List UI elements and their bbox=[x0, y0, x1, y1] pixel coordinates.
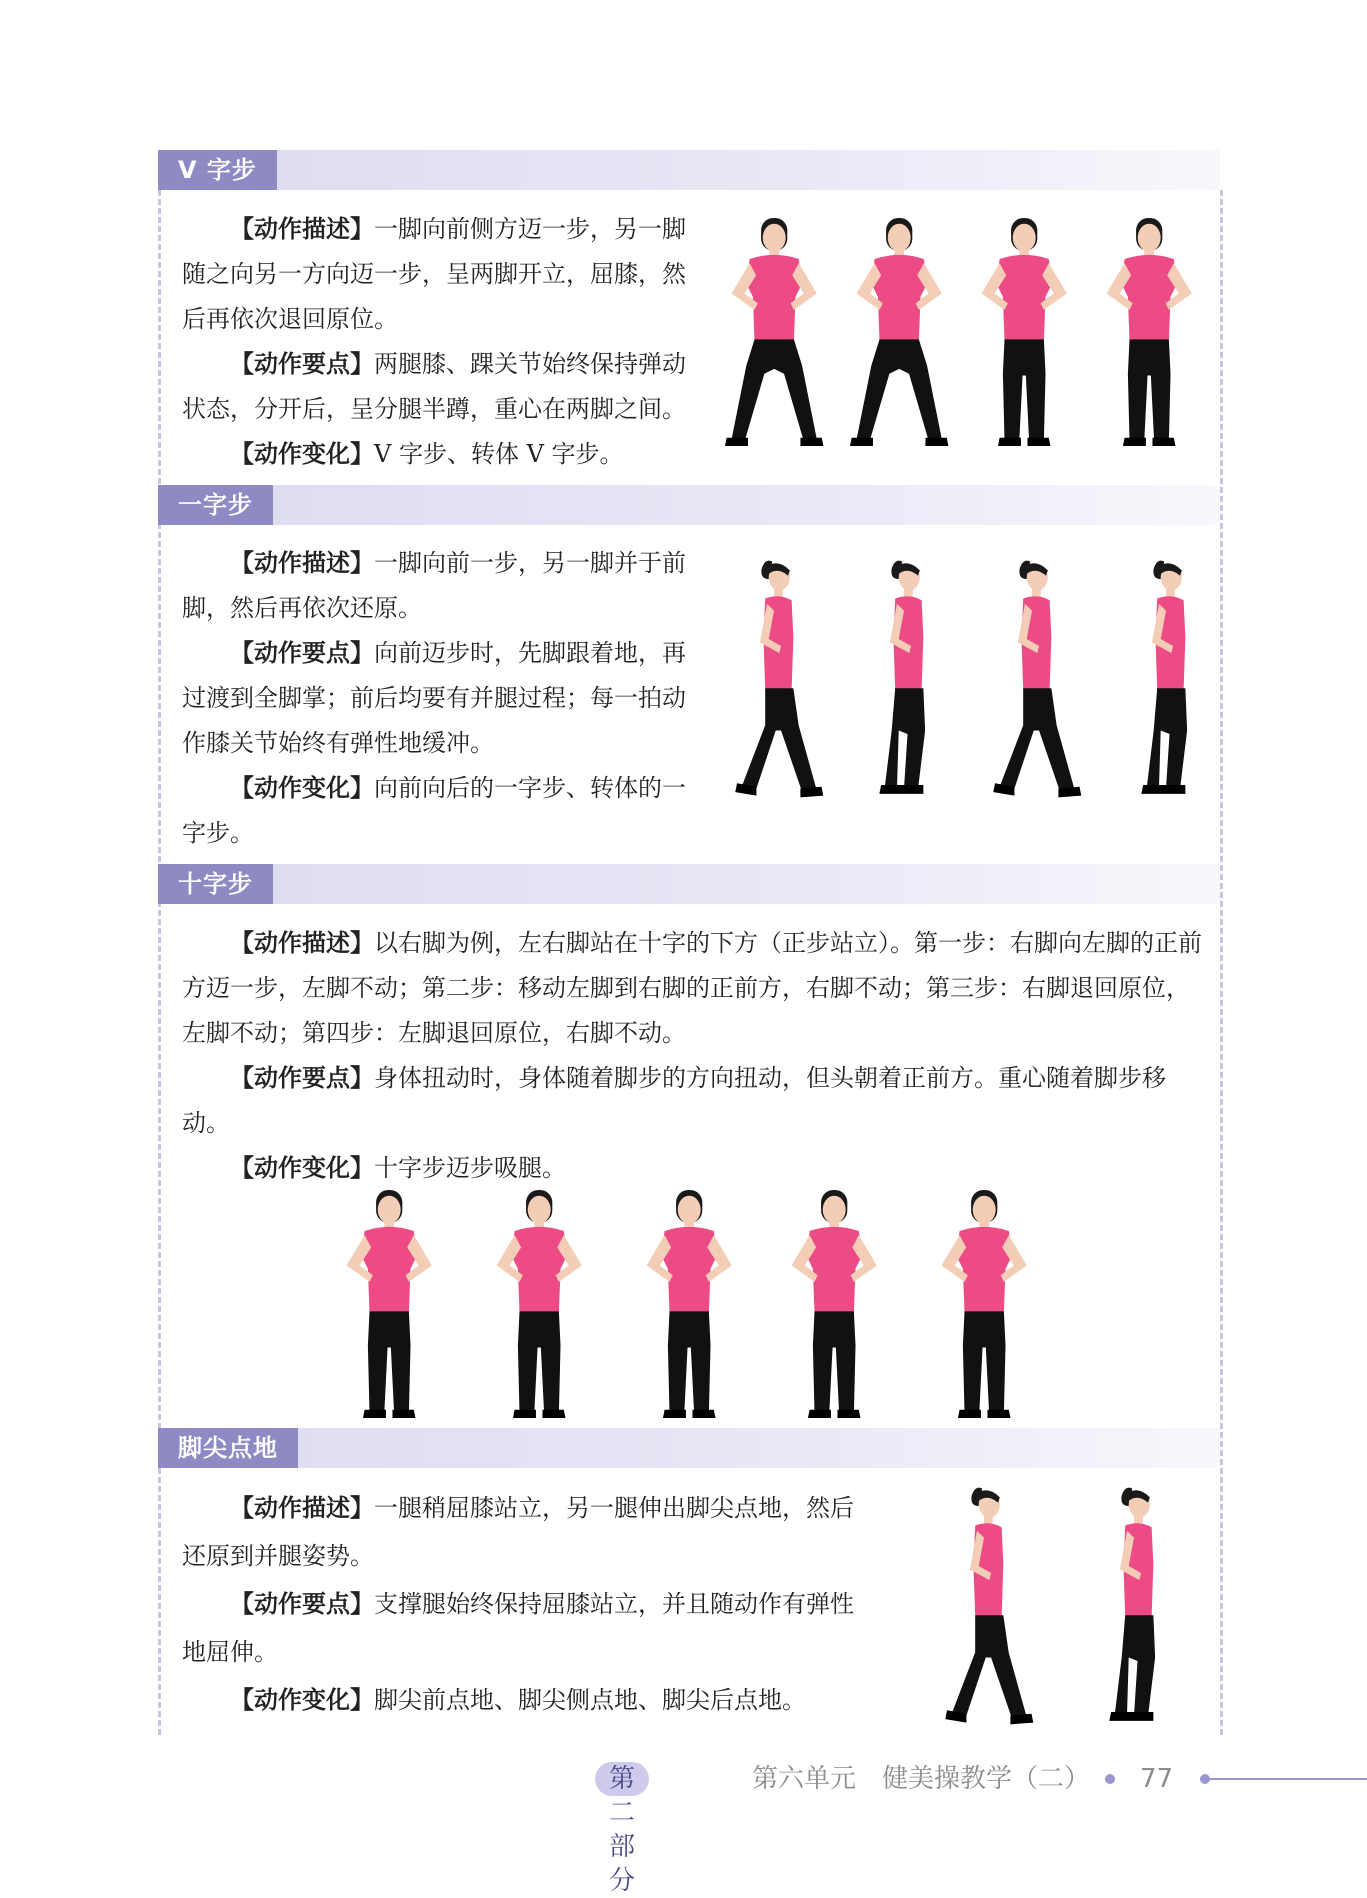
person-figure bbox=[1107, 218, 1192, 446]
variation-paragraph bbox=[182, 432, 707, 477]
key-points-paragraph bbox=[182, 631, 707, 766]
right-dashed-rule bbox=[1220, 190, 1223, 1735]
section-cross-step bbox=[158, 864, 1220, 904]
description-label: 【动作描述】 bbox=[230, 1494, 374, 1522]
person-figure bbox=[497, 1190, 582, 1418]
bullet-dot bbox=[1105, 1774, 1115, 1784]
key-points-text: 向前迈步时，先脚跟着地，再过渡到全脚掌；前后均要有并腿过程；每一拍动作膝关节始终有弹性地缓冲。 bbox=[182, 639, 686, 757]
description-text: 一脚向前一步，另一脚并于前脚，然后再依次还原。 bbox=[182, 549, 686, 622]
description-label: 【动作描述】 bbox=[230, 549, 374, 577]
description-paragraph bbox=[182, 1484, 872, 1580]
description-text: 一腿稍屈膝站立，另一腿伸出脚尖点地，然后还原到并腿姿势。 bbox=[182, 1494, 854, 1570]
section-toe-tap bbox=[158, 1428, 1220, 1468]
key-points-paragraph bbox=[182, 342, 707, 432]
key-points-label: 【动作要点】 bbox=[230, 1064, 374, 1092]
key-points-label: 【动作要点】 bbox=[230, 639, 374, 667]
person-figure bbox=[982, 218, 1067, 446]
description-text: 以右脚为例，左右脚站在十字的下方（正步站立）。第一步：右脚向左脚的正前方迈一步，左脚不动；第二步：移动左脚到右脚的正前方，右脚不动；第三步：右脚退回原位，左脚不动；第四步：左脚退回原位，右脚不动。 bbox=[182, 929, 1202, 1047]
key-points-text: 身体扭动时，身体随着脚步的方向扭动，但头朝着正前方。重心随着脚步移动。 bbox=[182, 1064, 1166, 1137]
section-title: V 字步 bbox=[158, 150, 277, 190]
unit-title: 第六单元 健美操教学（二） bbox=[752, 1764, 1091, 1794]
cross-step-photos bbox=[340, 1190, 1060, 1420]
key-points-paragraph bbox=[182, 1580, 872, 1676]
section-title: 一字步 bbox=[158, 485, 273, 525]
variation-text: 向前向后的一字步、转体的一字步。 bbox=[182, 774, 686, 847]
section-header bbox=[158, 1428, 1220, 1468]
description-text: 一脚向前侧方迈一步，另一脚随之向另一方向迈一步，呈两脚开立，屈膝，然后再依次退回原位。 bbox=[182, 215, 686, 333]
v-step-photos bbox=[725, 218, 1215, 448]
one-step-text bbox=[182, 541, 707, 856]
person-figure bbox=[1141, 561, 1187, 794]
key-points-paragraph bbox=[182, 1056, 1202, 1146]
toe-tap-text bbox=[182, 1484, 872, 1724]
person-figure bbox=[792, 1190, 877, 1418]
footer-line bbox=[1207, 1778, 1367, 1780]
cross-step-text bbox=[182, 921, 1202, 1191]
person-figure bbox=[993, 561, 1081, 798]
person-figure bbox=[725, 218, 823, 446]
variation-paragraph bbox=[182, 1146, 1202, 1191]
v-step-text bbox=[182, 207, 707, 477]
person-figure bbox=[850, 218, 948, 446]
variation-text: 十字步迈步吸腿。 bbox=[374, 1154, 566, 1182]
key-points-label: 【动作要点】 bbox=[230, 350, 374, 378]
person-figure bbox=[945, 1488, 1033, 1725]
section-header bbox=[158, 150, 1220, 190]
section-header bbox=[158, 864, 1220, 904]
person-figure bbox=[942, 1190, 1027, 1418]
part-badge: 第二部分 bbox=[595, 1762, 649, 1796]
section-v-step bbox=[158, 150, 1220, 190]
key-points-label: 【动作要点】 bbox=[230, 1590, 374, 1618]
description-paragraph bbox=[182, 541, 707, 631]
description-paragraph bbox=[182, 207, 707, 342]
one-step-photos bbox=[730, 558, 1220, 798]
key-points-text: 两腿膝、踝关节始终保持弹动状态，分开后，呈分腿半蹲，重心在两脚之间。 bbox=[182, 350, 686, 423]
page-number: 77 bbox=[1140, 1764, 1174, 1794]
key-points-text: 支撑腿始终保持屈膝站立，并且随动作有弹性地屈伸。 bbox=[182, 1590, 854, 1666]
toe-tap-photos bbox=[940, 1485, 1180, 1725]
left-dashed-rule bbox=[158, 190, 161, 1735]
variation-text: V 字步、转体 V 字步。 bbox=[374, 440, 624, 468]
section-title: 十字步 bbox=[158, 864, 273, 904]
person-figure bbox=[347, 1190, 432, 1418]
variation-label: 【动作变化】 bbox=[230, 440, 374, 468]
person-figure bbox=[1109, 1488, 1155, 1721]
variation-label: 【动作变化】 bbox=[230, 1154, 374, 1182]
description-label: 【动作描述】 bbox=[230, 929, 374, 957]
section-header bbox=[158, 485, 1220, 525]
person-figure bbox=[647, 1190, 732, 1418]
description-label: 【动作描述】 bbox=[230, 215, 374, 243]
variation-paragraph bbox=[182, 766, 707, 856]
person-figure bbox=[735, 561, 823, 798]
variation-label: 【动作变化】 bbox=[230, 774, 374, 802]
description-paragraph bbox=[182, 921, 1202, 1056]
person-figure bbox=[879, 561, 925, 794]
section-one-step bbox=[158, 485, 1220, 525]
variation-paragraph bbox=[182, 1676, 872, 1724]
variation-text: 脚尖前点地、脚尖侧点地、脚尖后点地。 bbox=[374, 1686, 806, 1714]
section-title: 脚尖点地 bbox=[158, 1428, 298, 1468]
variation-label: 【动作变化】 bbox=[230, 1686, 374, 1714]
